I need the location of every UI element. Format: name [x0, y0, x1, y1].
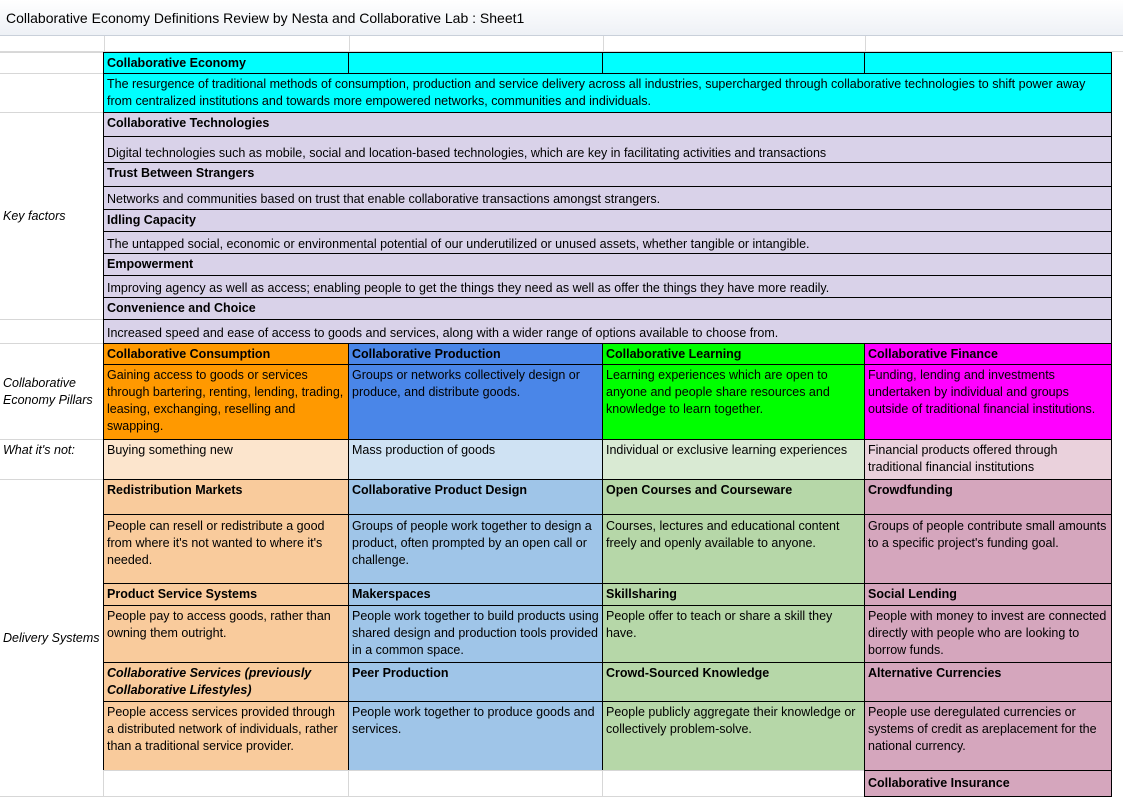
factor-title-cell[interactable]: Empowerment	[103, 253, 1112, 276]
delivery-title-cell[interactable]: Product Service Systems	[103, 583, 349, 606]
ce-empty-cell[interactable]	[348, 52, 603, 74]
ce-empty-cell[interactable]	[602, 52, 865, 74]
pillar-title-production[interactable]: Collaborative Production	[348, 343, 603, 365]
not-cell[interactable]: Individual or exclusive learning experiences	[602, 439, 865, 480]
delivery-title-cell[interactable]: Alternative Currencies	[864, 662, 1112, 702]
delivery-title-cell[interactable]: Crowdfunding	[864, 479, 1112, 515]
delivery-desc-cell[interactable]: People can resell or redistribute a good from where it's not wanted to where it's needed.	[103, 514, 349, 584]
delivery-desc-cell[interactable]: People work together to produce goods and services.	[348, 701, 603, 771]
what-its-not-label[interactable]: What it's not:	[0, 439, 104, 480]
delivery-desc-cell[interactable]: People access services provided through a distributed network of individuals, rather than a traditional service provider.	[103, 701, 349, 771]
pillar-title-learning[interactable]: Collaborative Learning	[602, 343, 865, 365]
window-title: Collaborative Economy Definitions Review by Nesta and Collaborative Lab : Sheet1	[6, 10, 525, 26]
row-label-cell[interactable]	[0, 319, 104, 344]
factor-desc-cell[interactable]: The untapped social, economic or environmental potential of our underutilized or unused assets, whether tangible or intangible.	[103, 231, 1112, 254]
delivery-title-cell[interactable]: Redistribution Markets	[103, 479, 349, 515]
delivery-title-cell[interactable]: Makerspaces	[348, 583, 603, 606]
factor-title-cell[interactable]: Convenience and Choice	[103, 297, 1112, 320]
pillar-desc-production[interactable]: Groups or networks collectively design or produce, and distribute goods.	[348, 364, 603, 440]
pillar-desc-consumption[interactable]: Gaining access to goods or services through bartering, renting, lending, trading, leasing, exchanging, reselling and swapping.	[103, 364, 349, 440]
factor-desc-cell[interactable]: Digital technologies such as mobile, social and location-based technologies, which are key in facilitating activities and transactions	[103, 136, 1112, 163]
ce-title-cell[interactable]: Collaborative Economy	[103, 52, 349, 74]
delivery-desc-cell[interactable]: People with money to invest are connected directly with people who are looking to borrow funds.	[864, 605, 1112, 663]
pillars-label[interactable]: Collaborative Economy Pillars	[0, 343, 104, 440]
delivery-desc-cell[interactable]: People work together to build products using shared design and production tools provided in a common space.	[348, 605, 603, 663]
delivery-title-cell[interactable]: Skillsharing	[602, 583, 865, 606]
delivery-desc-cell[interactable]: People use deregulated currencies or systems of credit as areplacement for the national currency.	[864, 701, 1112, 771]
delivery-title-cell[interactable]: Collaborative Product Design	[348, 479, 603, 515]
spreadsheet-grid[interactable]	[0, 36, 1123, 798]
pillar-title-consumption[interactable]: Collaborative Consumption	[103, 343, 349, 365]
factor-title-cell[interactable]: Idling Capacity	[103, 209, 1112, 232]
pillar-title-finance[interactable]: Collaborative Finance	[864, 343, 1112, 365]
delivery-title-cell[interactable]: Open Courses and Courseware	[602, 479, 865, 515]
delivery-desc-cell[interactable]: People pay to access goods, rather than owning them outright.	[103, 605, 349, 663]
factor-title-cell[interactable]: Collaborative Technologies	[103, 112, 1112, 137]
empty-cell[interactable]	[348, 770, 603, 797]
not-cell[interactable]: Buying something new	[103, 439, 349, 480]
factor-title-cell[interactable]: Trust Between Strangers	[103, 162, 1112, 187]
not-cell[interactable]: Financial products offered through traditional financial institutions	[864, 439, 1112, 480]
delivery-systems-label[interactable]: Delivery Systems	[0, 479, 104, 797]
ce-empty-cell[interactable]	[864, 52, 1112, 74]
not-cell[interactable]: Mass production of goods	[348, 439, 603, 480]
delivery-desc-cell[interactable]: People publicly aggregate their knowledge or collectively problem-solve.	[602, 701, 865, 771]
grid-line	[603, 36, 604, 53]
empty-cell[interactable]	[103, 770, 349, 797]
delivery-title-cell[interactable]: Collaborative Services (previously Collaborative Lifestyles)	[103, 662, 349, 702]
delivery-title-cell[interactable]: Crowd-Sourced Knowledge	[602, 662, 865, 702]
factor-desc-cell[interactable]: Increased speed and ease of access to goods and services, along with a wider range of options available to choose from.	[103, 319, 1112, 344]
delivery-desc-cell[interactable]: People offer to teach or share a skill they have.	[602, 605, 865, 663]
factor-desc-cell[interactable]: Networks and communities based on trust that enable collaborative transactions amongst strangers.	[103, 186, 1112, 210]
row-label-cell[interactable]	[0, 52, 104, 74]
grid-line	[349, 36, 350, 53]
key-factors-label[interactable]: Key factors	[0, 112, 104, 320]
row-label-cell[interactable]	[0, 73, 104, 113]
empty-cell[interactable]	[602, 770, 865, 797]
delivery-desc-cell[interactable]: Groups of people contribute small amounts to a specific project's funding goal.	[864, 514, 1112, 584]
window-titlebar	[0, 0, 1123, 36]
delivery-title-cell[interactable]: Peer Production	[348, 662, 603, 702]
pillar-desc-finance[interactable]: Funding, lending and investments undertaken by individual and groups outside of traditional financial institutions.	[864, 364, 1112, 440]
delivery-desc-cell[interactable]: Groups of people work together to design a product, often prompted by an open call or challenge.	[348, 514, 603, 584]
delivery-title-cell[interactable]: Social Lending	[864, 583, 1112, 606]
ce-description-cell[interactable]: The resurgence of traditional methods of consumption, production and service delivery across all industries, supercharged through collaborative technologies to shift power away from centralized institutions and towards more empowered networks, communities and individuals.	[103, 73, 1112, 113]
grid-line	[865, 36, 866, 53]
delivery-desc-cell[interactable]: Courses, lectures and educational content freely and openly available to anyone.	[602, 514, 865, 584]
pillar-desc-learning[interactable]: Learning experiences which are open to anyone and people share resources and knowledge to learn together.	[602, 364, 865, 440]
factor-desc-cell[interactable]: Improving agency as well as access; enabling people to get the things they need as well as offer the things they have more readily.	[103, 275, 1112, 298]
grid-line	[104, 36, 105, 53]
insurance-title-cell[interactable]: Collaborative Insurance	[864, 770, 1112, 797]
